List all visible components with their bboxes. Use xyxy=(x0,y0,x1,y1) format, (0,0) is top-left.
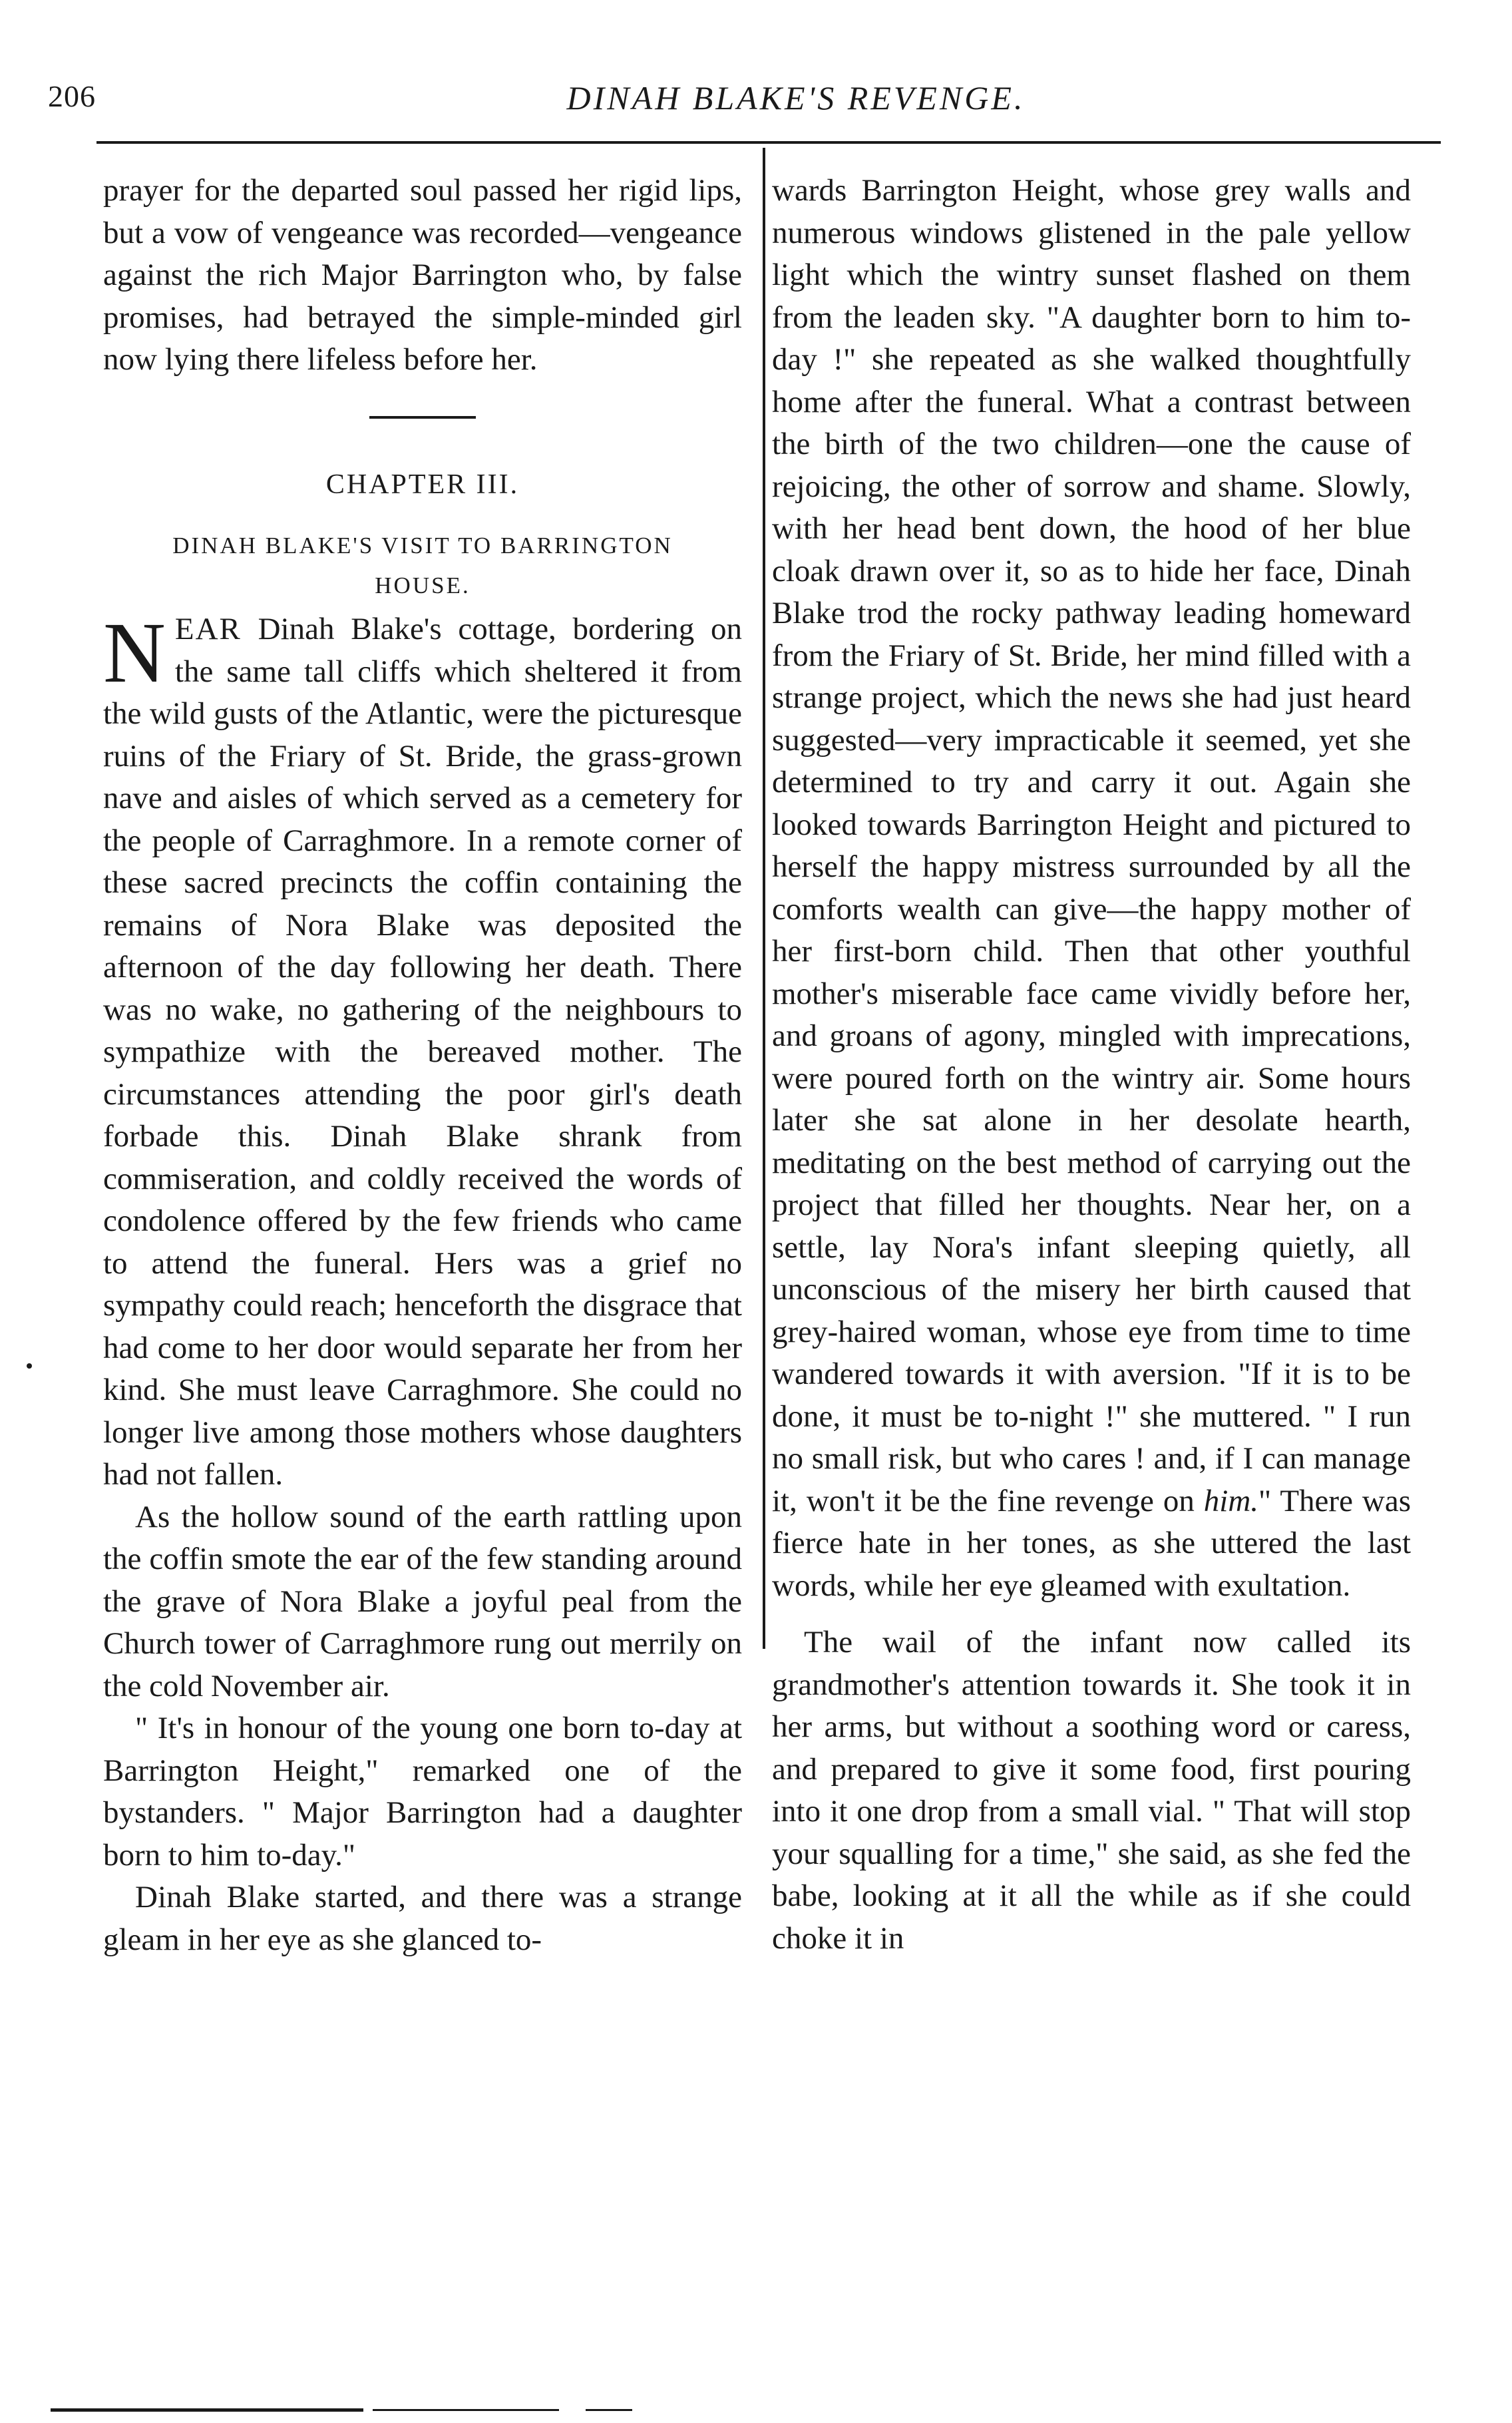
left-column xyxy=(103,170,742,1961)
bottom-rule-segment xyxy=(373,2409,559,2411)
right-paragraph-1-text: wards Barrington Height, whose grey walls and numerous windows glistened in the pale yellow light which the wintry sunset flashed on them from the leaden sky. "A daughter born to him to-day !" she repeated as she walked thoughtfully home after the funeral. What a contrast between the birth of the two children—one the cause of rejoicing, the other of sorrow and shame. Slowly, with her head bent down, the hood of her blue cloak drawn over it, so as to hide her face, Dinah Blake trod the rocky pathway leading homeward from the Friary of St. Bride, her mind filled with a strange project, which the news she had just heard suggested—very impracticable it seemed, yet she determined to try and carry it out. Again she looked towards Barrington Height and pictured to herself the happy mistress surrounded by all the comforts wealth can give—the happy mother of her first-born child. Then that other youthful mother's miserable face came vividly before her, and groans of agony, mingled with imprecations, were poured forth on the wintry air. Some hours later she sat alone in her desolate hearth, meditating on the best method of carrying out the project that filled her thoughts. Near her, on a settle, lay Nora's infant sleeping quietly, all unconscious of the misery her birth caused that grey-haired woman, whose eye from time to time wandered towards it with aversion. "If it is to be done, it must be to-night !" she muttered. " I run no small risk, but who cares ! and, if I can manage it, won't it be the fine revenge on xyxy=(772,173,1411,1518)
bottom-rule xyxy=(51,2408,363,2412)
left-paragraph-4: " It's in honour of the young one born to-day at Barrington Height," remarked one of the bystanders. " Major Barrington had a daughter born to him to-day." xyxy=(103,1711,742,1872)
left-paragraph-3: As the hollow sound of the earth rattling upon the coffin smote the ear of the few standing around the grave of Nora Blake a joyful peal from the Church tower of Carraghmore rung out merrily on the cold November air. xyxy=(103,1499,742,1703)
chapter-subtitle: DINAH BLAKE'S VISIT TO BARRINGTON HOUSE. xyxy=(172,533,673,598)
left-paragraph-2-text: Dinah Blake's cottage, bordering on the same tall cliffs which sheltered it from the wild gusts of the Atlantic, were the picturesque ruins of the Friary of St. Bride, the grass-grown nave and aisles of which served as a cemetery for the people of Carraghmore. In a remote corner of these sacred precincts the coffin containing the remains of Nora Blake was deposited the afternoon of the day following her death. There was no wake, no gathering of the neighbours to sympathize with the bereaved mother. The circumstances attending the poor girl's death forbade this. Dinah Blake shrank from commiseration, and coldly received the words of condolence offered by the few friends who came to attend the funeral. Hers was a grief no sympathy could reach; henceforth the disgrace that had come to her door would separate her from her kind. She must leave Carraghmore. She could no longer live among those mothers whose daughters had not fallen. xyxy=(103,612,742,1492)
header-rule xyxy=(96,141,1441,144)
left-paragraph-1: prayer for the departed soul passed her rigid lips, but a vow of vengeance was recorded—vengeance against the rich Major Barrington who, by false promises, had betrayed the simple-minded girl now lying there lifeless before her. xyxy=(103,173,742,377)
margin-dot xyxy=(27,1363,32,1369)
page-number: 206 xyxy=(48,79,96,113)
running-head: DINAH BLAKE'S REVENGE. xyxy=(566,79,1026,116)
drop-cap: N xyxy=(103,605,166,701)
chapter-title: CHAPTER III. xyxy=(325,469,520,500)
left-paragraph-2 xyxy=(103,605,742,1496)
column-divider xyxy=(763,148,765,1649)
left-paragraph-5: Dinah Blake started, and there was a strange gleam in her eye as she glanced to- xyxy=(103,1880,742,1957)
opening-word: EAR xyxy=(174,612,242,646)
section-rule xyxy=(369,416,476,419)
right-column xyxy=(772,170,1411,1960)
emphasis-him: him. xyxy=(1203,1483,1259,1518)
right-paragraph-2: The wail of the infant now called its grandmother's attention towards it. She took it in her arms, but without a soothing word or caress, and prepared to give it some food, first pouring into it one drop from a small vial. " That will stop your squalling for a time," she said, as she fed the babe, looking at it all the while as if she could choke it in xyxy=(772,1625,1411,1956)
right-paragraph-1 xyxy=(772,170,1411,1607)
bottom-rule-segment xyxy=(586,2409,632,2411)
right-paragraph-1-end: " There was fierce hate in her tones, as she uttered the last words, while her eye gleamed with exultation. xyxy=(772,1483,1411,1603)
